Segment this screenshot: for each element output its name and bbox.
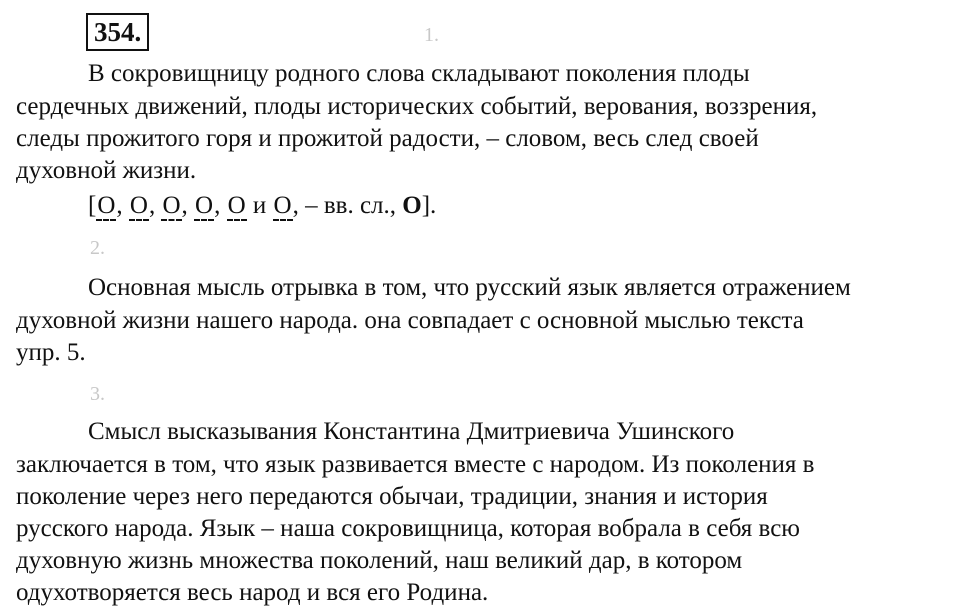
section-marker: 2. xyxy=(90,237,105,259)
homogeneous-member: О xyxy=(227,192,246,219)
text-line: духовную жизнь множества поколений, наш великий дар, в котором xyxy=(16,547,743,574)
text-line: следы прожитого горя и прожитой радости, – словом, весь след своей xyxy=(16,125,759,152)
homogeneous-member: О xyxy=(129,192,148,219)
text-line: Основная мысль отрывка в том, что русский язык является отражением xyxy=(88,274,851,301)
text-line: сердечных движений, плоды исторических событий, верования, воззрения, xyxy=(16,93,818,120)
scheme-separator: , xyxy=(148,192,162,219)
scheme-bracket: ]. xyxy=(421,192,437,219)
text-line: русского народа. Язык – наша сокровищница, которая вобрала в себя всю xyxy=(16,515,800,542)
scheme-bracket: [ xyxy=(88,192,97,219)
sentence-scheme xyxy=(88,190,436,222)
text-line: поколение через него передаются обычаи, традиции, знания и история xyxy=(16,483,768,510)
section-marker: 1. xyxy=(424,24,439,46)
homogeneous-member: О xyxy=(195,192,214,219)
scheme-separator: и xyxy=(246,192,273,219)
text-line: заключается в том, что язык развивается вместе с народом. Из поколения в xyxy=(16,451,815,478)
section-marker: 3. xyxy=(90,383,105,405)
exercise-number: 354. xyxy=(86,13,149,51)
text-line: одухотворяется весь народ и вся его Родина. xyxy=(16,579,489,606)
generalizing-word: О xyxy=(402,192,422,219)
homogeneous-member: О xyxy=(97,192,116,219)
scheme-separator: , xyxy=(214,192,227,219)
scheme-separator: , xyxy=(116,192,129,219)
scheme-separator: , xyxy=(181,192,195,219)
text-line: духовной жизни нашего народа. она совпадает с основной мыслью текста xyxy=(16,307,804,334)
text-line: В сокровищницу родного слова складывают поколения плоды xyxy=(88,60,750,87)
text-line: упр. 5. xyxy=(16,339,86,366)
text-line: Смысл высказывания Константина Дмитриевича Ушинского xyxy=(88,418,735,445)
homogeneous-member: О xyxy=(162,192,181,219)
scheme-separator: , – вв. сл., xyxy=(292,192,403,219)
text-line: духовной жизни. xyxy=(16,157,197,184)
homogeneous-member: О xyxy=(273,192,292,219)
